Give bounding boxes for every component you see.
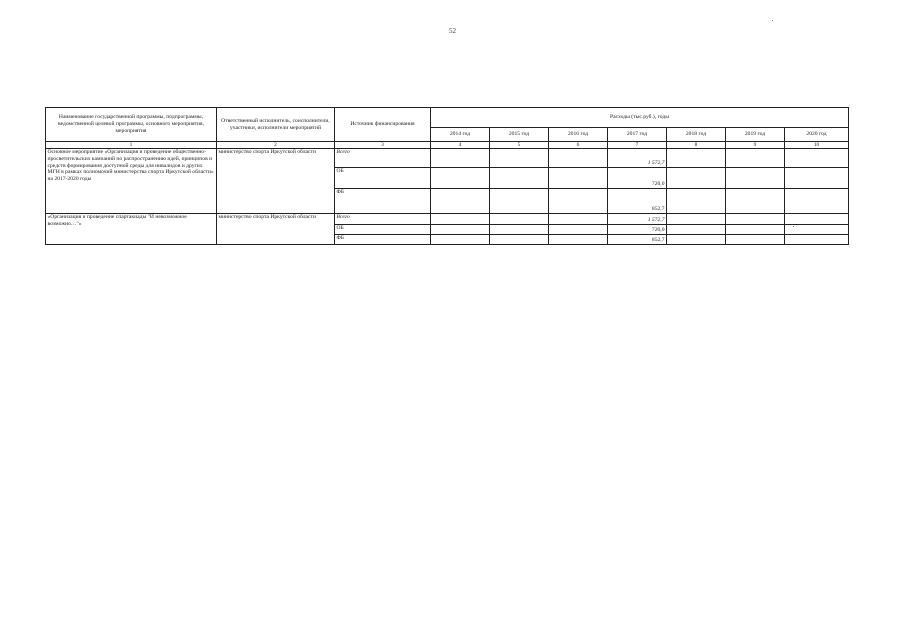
value-cell bbox=[490, 149, 549, 168]
value-cell bbox=[726, 235, 785, 245]
value-cell bbox=[667, 168, 726, 189]
column-number-row bbox=[46, 142, 849, 149]
funding-source: ФБ bbox=[335, 235, 431, 245]
header-year: 2020 год bbox=[785, 128, 849, 142]
value-cell bbox=[785, 149, 849, 168]
value-cell bbox=[785, 168, 849, 189]
value-cell bbox=[667, 225, 726, 235]
funding-source: Всего bbox=[335, 214, 431, 225]
value-cell bbox=[490, 214, 549, 225]
value-cell bbox=[431, 149, 490, 168]
column-number: 7 bbox=[608, 142, 667, 149]
column-number: 1 bbox=[46, 142, 217, 149]
value-cell: 852,7 bbox=[608, 189, 667, 214]
column-number: 10 bbox=[785, 142, 849, 149]
header-year: 2015 год bbox=[490, 128, 549, 142]
column-number: 5 bbox=[490, 142, 549, 149]
value-cell bbox=[726, 149, 785, 168]
value-cell bbox=[667, 149, 726, 168]
value-cell bbox=[431, 225, 490, 235]
value-cell: 1 572,7 bbox=[608, 149, 667, 168]
header-year: 2018 год bbox=[667, 128, 726, 142]
responsible-executor: министерство спорта Иркутской области bbox=[217, 214, 335, 245]
measure-name: «Организация и проведение спартакиады "И невозможное возможно…"» bbox=[46, 214, 217, 245]
value-cell bbox=[549, 149, 608, 168]
value-cell bbox=[549, 225, 608, 235]
value-cell bbox=[726, 168, 785, 189]
page-number: 52 bbox=[449, 27, 456, 35]
funding-source: ОБ bbox=[335, 168, 431, 189]
header-program: Наименование государственной программы, подпрограммы, ведомственной целевой программы, основного мероприятия, мероприятия bbox=[46, 108, 217, 142]
financing-table bbox=[45, 107, 849, 245]
value-cell bbox=[490, 235, 549, 245]
value-cell bbox=[667, 214, 726, 225]
value-cell bbox=[726, 214, 785, 225]
value-cell bbox=[549, 189, 608, 214]
header-year: 2017 год bbox=[608, 128, 667, 142]
value-cell bbox=[431, 235, 490, 245]
table-row bbox=[46, 149, 849, 168]
responsible-executor: министерство спорта Иркутской области bbox=[217, 149, 335, 214]
measure-name: Основное мероприятие «Организация и проведение общественно-просветительских кампаний по распространению идей, принципов и средств формирования доступной среды для инвалидов и других МГН в рамках полномочий министерства спорта Иркутской области» на 2017-2020 годы bbox=[46, 149, 217, 214]
header-year: 2014 год bbox=[431, 128, 490, 142]
value-cell bbox=[549, 235, 608, 245]
scan-speck bbox=[772, 20, 773, 21]
column-number: 3 bbox=[335, 142, 431, 149]
table-row bbox=[46, 214, 849, 225]
column-number: 6 bbox=[549, 142, 608, 149]
value-cell bbox=[431, 168, 490, 189]
value-cell bbox=[785, 235, 849, 245]
value-cell bbox=[726, 225, 785, 235]
value-cell bbox=[431, 214, 490, 225]
value-cell bbox=[490, 168, 549, 189]
value-cell bbox=[785, 225, 849, 235]
column-number: 9 bbox=[726, 142, 785, 149]
value-cell bbox=[490, 225, 549, 235]
header-responsible: Ответственный исполнитель, соисполнители, участники, исполнители мероприятий bbox=[217, 108, 335, 142]
funding-source: ФБ bbox=[335, 189, 431, 214]
value-cell: 720,0 bbox=[608, 225, 667, 235]
header-year: 2016 год bbox=[549, 128, 608, 142]
column-number: 2 bbox=[217, 142, 335, 149]
column-number: 4 bbox=[431, 142, 490, 149]
value-cell bbox=[726, 189, 785, 214]
value-cell: 720,0 bbox=[608, 168, 667, 189]
value-cell bbox=[490, 189, 549, 214]
value-cell bbox=[785, 189, 849, 214]
value-cell bbox=[549, 214, 608, 225]
value-cell bbox=[667, 235, 726, 245]
value-cell bbox=[785, 214, 849, 225]
value-cell: 1 572,7 bbox=[608, 214, 667, 225]
funding-source: Всего bbox=[335, 149, 431, 168]
value-cell bbox=[431, 189, 490, 214]
header-expenses: Расходы (тыс.руб.), годы bbox=[431, 108, 849, 128]
value-cell bbox=[549, 168, 608, 189]
column-number: 8 bbox=[667, 142, 726, 149]
header-year: 2019 год bbox=[726, 128, 785, 142]
funding-source: ОБ bbox=[335, 225, 431, 235]
header-source: Источник финансирования bbox=[335, 108, 431, 142]
value-cell bbox=[667, 189, 726, 214]
value-cell: 852,7 bbox=[608, 235, 667, 245]
